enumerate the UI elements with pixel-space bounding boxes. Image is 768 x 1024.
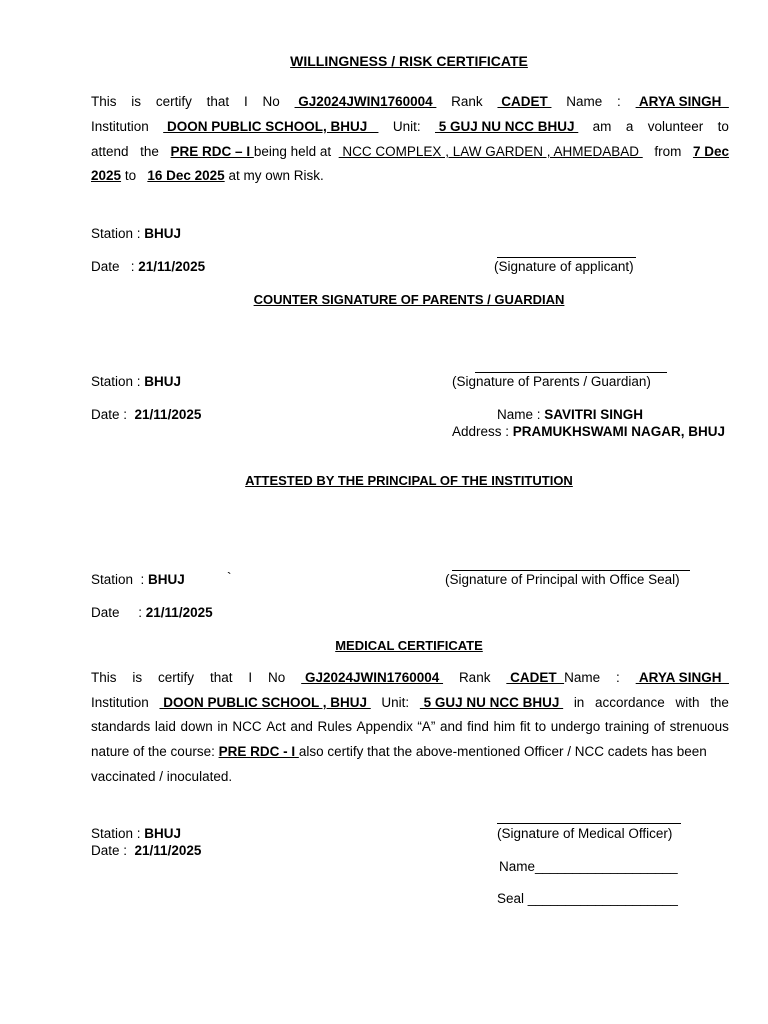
course: PRE RDC – I <box>170 144 254 159</box>
word: Appendix <box>356 719 413 734</box>
cadet-name: ARYA SINGH <box>635 670 729 685</box>
station-value: BHUJ <box>144 826 182 841</box>
word: in <box>573 695 585 710</box>
word: fit <box>519 719 531 734</box>
word: I <box>243 94 248 109</box>
word: a <box>625 119 634 134</box>
name-label: Name <box>564 670 601 685</box>
page-title: WILLINGNESS / RISK CERTIFICATE <box>290 53 528 69</box>
date-label: Date : <box>91 259 139 274</box>
reg-no: GJ2024JWIN1760004 <box>294 94 437 109</box>
station-label: Station : <box>91 374 145 389</box>
word: the <box>710 695 729 710</box>
medical-station <box>91 825 181 842</box>
date-label: Date : <box>91 605 146 620</box>
word: him <box>493 719 516 734</box>
word: to <box>717 119 729 134</box>
word: laid <box>154 719 176 734</box>
name-label: Name <box>566 94 603 109</box>
word: No <box>268 670 286 685</box>
unit-label: Unit: <box>381 695 410 710</box>
word: accordance <box>595 695 665 710</box>
word: volunteer <box>647 119 704 134</box>
word: training <box>604 719 650 734</box>
word: and <box>440 719 463 734</box>
own-risk-text: at my own Risk. <box>228 168 324 183</box>
rank: CADET <box>497 94 552 109</box>
word: attend <box>91 144 129 159</box>
word: of <box>653 719 665 734</box>
medical-heading: MEDICAL CERTIFICATE <box>335 638 483 653</box>
course-and-venue <box>171 143 643 160</box>
date-value: 21/11/2025 <box>134 843 202 858</box>
word: the <box>140 144 159 159</box>
applicant-station <box>91 225 181 242</box>
station-label: Station : <box>91 226 145 241</box>
address-value: PRAMUKHSWAMI NAGAR, BHUJ <box>512 424 726 439</box>
medical-signature-line <box>497 823 681 824</box>
station-value: BHUJ <box>148 572 185 587</box>
word: No <box>262 94 280 109</box>
date-value: 21/11/2025 <box>134 407 202 422</box>
date-label: Date : <box>91 843 135 858</box>
word: Act <box>266 719 286 734</box>
para1-line1 <box>91 93 729 110</box>
word: from <box>654 144 682 159</box>
name-value: SAVITRI SINGH <box>544 407 644 422</box>
medical-date <box>91 842 201 859</box>
reg-no: GJ2024JWIN1760004 <box>301 670 444 685</box>
word: that <box>209 670 233 685</box>
institution: DOON PUBLIC SCHOOL , BHUJ <box>159 695 371 710</box>
guardian-address <box>452 423 725 440</box>
word: certify <box>155 94 192 109</box>
institution-label: Institution <box>91 695 149 710</box>
word: NCC <box>232 719 262 734</box>
parents-heading: COUNTER SIGNATURE OF PARENTS / GUARDIAN <box>253 292 565 307</box>
institution: DOON PUBLIC SCHOOL, BHUJ <box>163 119 379 134</box>
date-label: Date : <box>91 407 135 422</box>
principal-signature-label: (Signature of Principal with Office Seal) <box>445 572 680 587</box>
word: This <box>91 670 117 685</box>
date-value: 21/11/2025 <box>145 605 213 620</box>
unit: 5 GUJ NU NCC BHUJ <box>435 119 579 134</box>
station-label: Station : <box>91 826 145 841</box>
word: certify <box>158 670 195 685</box>
principal-date <box>91 604 213 621</box>
to-date: 16 Dec 2025 <box>147 168 225 183</box>
colon: : <box>617 94 621 109</box>
date-value: 21/11/2025 <box>138 259 206 274</box>
word: “A” <box>417 719 436 734</box>
word: This <box>91 94 117 109</box>
colon: : <box>616 670 620 685</box>
parents-station <box>91 373 181 390</box>
para1-line2 <box>91 118 729 135</box>
address-label: Address : <box>452 424 513 439</box>
parents-date <box>91 406 201 423</box>
word: to <box>124 168 137 183</box>
from-date-part2: 2025 <box>91 168 122 183</box>
guardian-name <box>497 406 643 423</box>
principal-station <box>91 571 185 588</box>
word: undergo <box>550 719 601 734</box>
word: with <box>675 695 700 710</box>
word: in <box>217 719 228 734</box>
institution-label: Institution <box>91 119 149 134</box>
word: am <box>592 119 612 134</box>
word: strenuous <box>669 719 729 734</box>
medical-line4 <box>91 743 707 760</box>
rank-and-name <box>506 669 600 686</box>
word: to <box>534 719 547 734</box>
stray-mark: ` <box>227 570 232 585</box>
medical-line5: vaccinated / inoculated. <box>91 769 233 784</box>
rank-label: Rank <box>458 670 491 685</box>
principal-heading: ATTESTED BY THE PRINCIPAL OF THE INSTITUTION <box>245 473 573 488</box>
word: Rules <box>317 719 352 734</box>
medical-signature-label: (Signature of Medical Officer) <box>497 826 673 841</box>
rank: CADET <box>506 670 565 685</box>
medical-line2 <box>91 694 729 711</box>
course: PRE RDC - I <box>218 744 299 759</box>
word: standards <box>91 719 151 734</box>
from-date-part1: 7 Dec <box>692 144 729 159</box>
rank-label: Rank <box>451 94 483 109</box>
para1-line4 <box>91 167 324 184</box>
line4-tail: also certify that the above-mentioned Officer / NCC cadets has been <box>298 744 707 759</box>
venue: NCC COMPLEX , LAW GARDEN , AHMEDABAD <box>338 144 643 159</box>
para1-line3 <box>91 143 729 160</box>
word: that <box>206 94 230 109</box>
station-value: BHUJ <box>144 374 182 389</box>
word: and <box>290 719 313 734</box>
medical-seal-field: Seal ____________________ <box>497 891 678 906</box>
unit: 5 GUJ NU NCC BHUJ <box>419 695 564 710</box>
applicant-date <box>91 258 205 275</box>
being-held-at: being held at <box>253 144 332 159</box>
name-label: Name : <box>497 407 545 422</box>
applicant-signature-label: (Signature of applicant) <box>494 259 634 274</box>
parents-signature-label: (Signature of Parents / Guardian) <box>452 374 651 389</box>
station-label: Station : <box>91 572 149 587</box>
medical-line3 <box>91 718 729 735</box>
word: down <box>180 719 213 734</box>
station-value: BHUJ <box>144 226 182 241</box>
word: is <box>132 670 143 685</box>
word: is <box>131 94 142 109</box>
medical-line1 <box>91 669 729 686</box>
word: I <box>248 670 253 685</box>
nature-text: nature of the course: <box>91 744 219 759</box>
unit-label: Unit: <box>392 119 421 134</box>
applicant-name: ARYA SINGH <box>635 94 729 109</box>
medical-officer-name-field: Name___________________ <box>499 859 678 874</box>
word: find <box>467 719 489 734</box>
